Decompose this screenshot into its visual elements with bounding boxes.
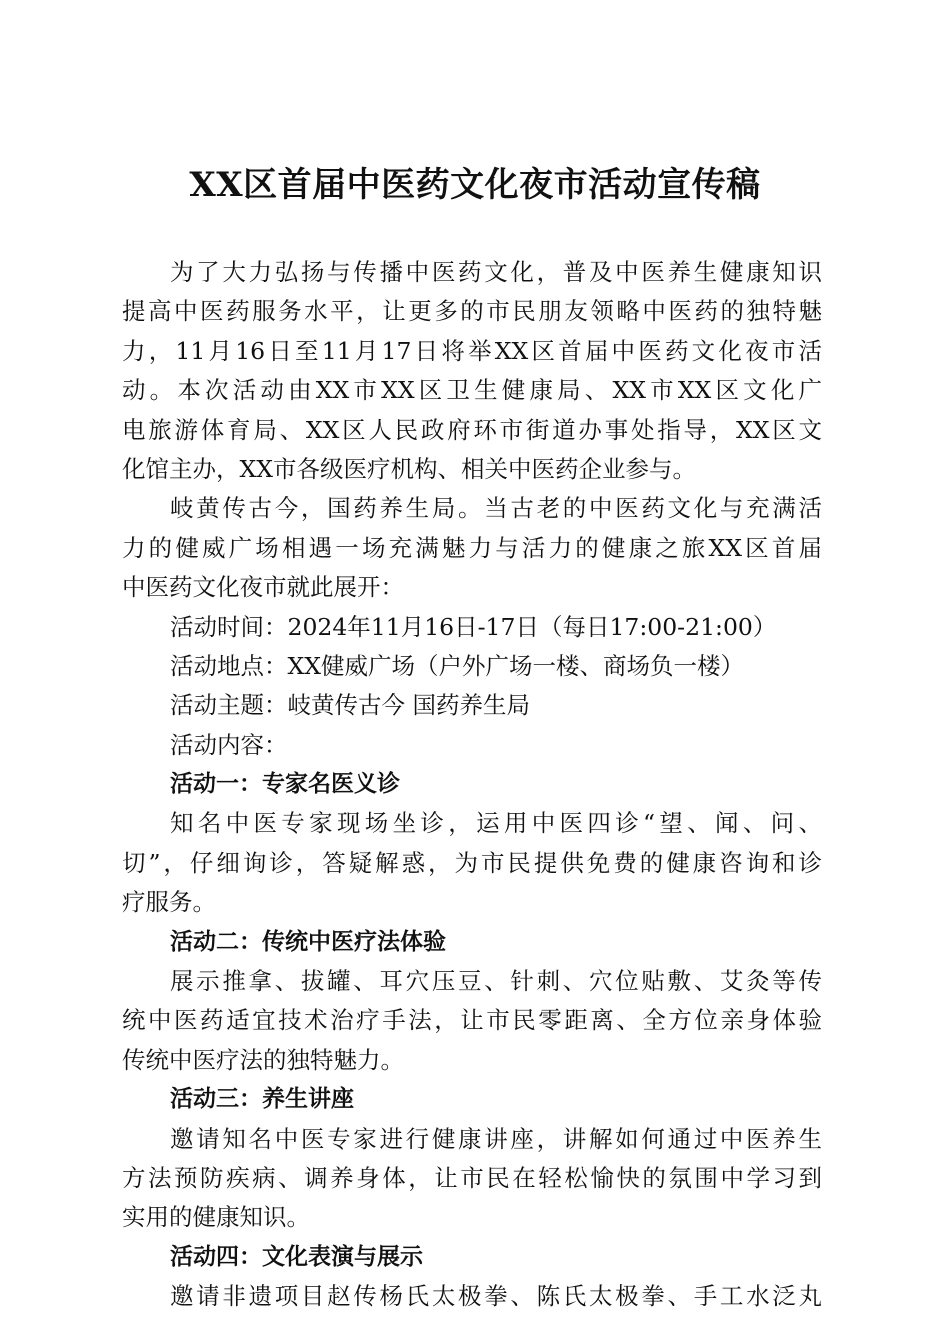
activity-time: 活动时间：2024年11月16日-17日（每日17:00-21:00） <box>170 612 777 641</box>
text-line: 动。本次活动由XX市XX区卫生健康局、XX市XX区文化广 <box>122 376 822 405</box>
document-title: XX区首届中医药文化夜市活动宣传稿 <box>189 165 761 205</box>
activity-info <box>122 608 822 766</box>
activity-content-label: 活动内容： <box>170 730 288 759</box>
text-line: 疗服务。 <box>122 888 216 917</box>
paragraph-opening <box>122 489 822 607</box>
activity-theme: 活动主题：岐黄传古今 国药养生局 <box>170 691 530 720</box>
activity-section-3 <box>122 1080 822 1238</box>
text-line: 岐黄传古今，国药养生局。当古老的中医药文化与充满活 <box>170 494 822 523</box>
text-line: 方法预防疾病、调养身体，让市民在轻松愉快的氛围中学习到 <box>122 1163 822 1192</box>
activity-section-4 <box>122 1238 822 1317</box>
section-heading: 活动三：养生讲座 <box>170 1086 354 1113</box>
text-line: 提高中医药服务水平，让更多的市民朋友领略中医药的独特魅 <box>122 297 822 326</box>
text-line: 知名中医专家现场坐诊，运用中医四诊“望、闻、问、 <box>170 809 822 838</box>
text-line: 统中医药适宜技术治疗手法，让市民零距离、全方位亲身体验 <box>122 1006 822 1035</box>
text-line: 中医药文化夜市就此展开： <box>122 573 404 602</box>
document-body <box>122 253 822 1317</box>
text-line: 传统中医疗法的独特魅力。 <box>122 1045 404 1074</box>
text-line: 电旅游体育局、XX区人民政府环市街道办事处指导，XX区文 <box>122 415 822 444</box>
section-heading: 活动四：文化表演与展示 <box>170 1243 423 1270</box>
paragraph-intro <box>122 253 822 489</box>
section-heading: 活动一：专家名医义诊 <box>170 771 400 798</box>
activity-place: 活动地点：XX健威广场（户外广场一楼、商场负一楼） <box>170 651 744 680</box>
text-line: 邀请非遗项目赵传杨氏太极拳、陈氏太极拳、手工水泛丸 <box>170 1282 822 1311</box>
text-line: 为了大力弘扬与传播中医药文化，普及中医养生健康知识 <box>170 258 822 286</box>
text-line: 实用的健康知识。 <box>122 1203 310 1232</box>
text-line: 力的健威广场相遇一场充满魅力与活力的健康之旅XX区首届 <box>122 533 822 562</box>
activity-section-1 <box>122 765 822 923</box>
text-line: 展示推拿、拔罐、耳穴压豆、针刺、穴位贴敷、艾灸等传 <box>170 967 822 996</box>
text-line: 切”，仔细询诊，答疑解惑，为市民提供免费的健康咨询和诊 <box>122 848 822 877</box>
text-line: 化馆主办，XX市各级医疗机构、相关中医药企业参与。 <box>122 454 696 483</box>
text-line: 力，11月16日至11月17日将举XX区首届中医药文化夜市活 <box>122 336 822 365</box>
text-line: 邀请知名中医专家进行健康讲座，讲解如何通过中医养生 <box>170 1124 822 1153</box>
activity-section-2 <box>122 923 822 1081</box>
section-heading: 活动二：传统中医疗法体验 <box>170 928 446 955</box>
